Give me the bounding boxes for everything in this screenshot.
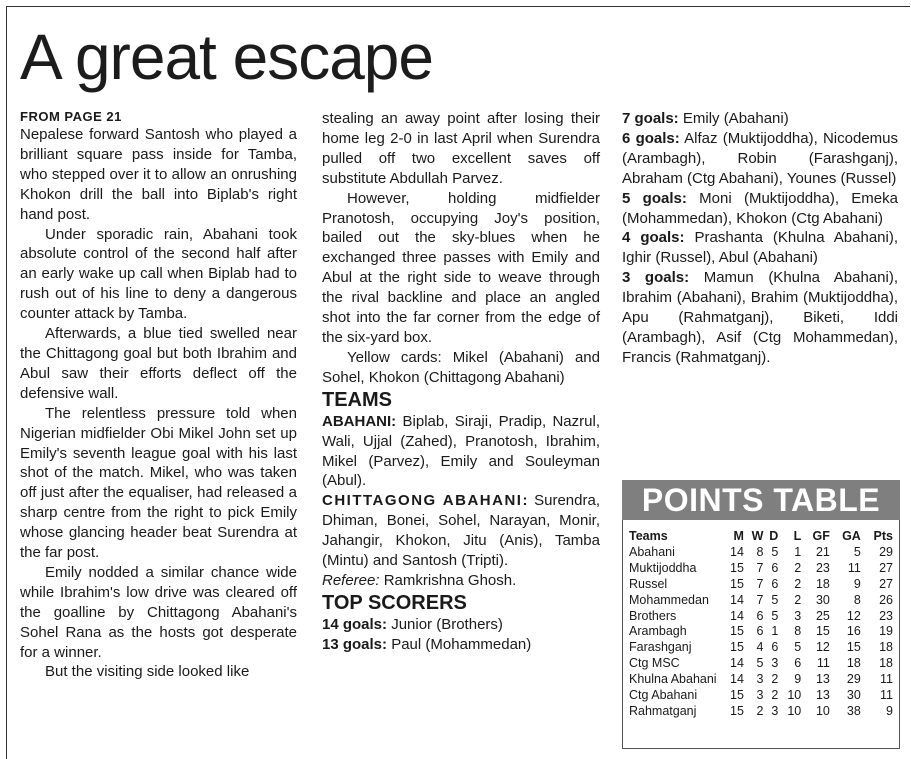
- stat-cell: 2: [794, 592, 802, 607]
- stat-cell: 8: [853, 592, 861, 607]
- table-row: [629, 609, 893, 625]
- stat-cell: 5: [771, 608, 779, 623]
- column-header: W: [751, 529, 764, 543]
- team-name-cell: Khulna Abahani: [629, 672, 717, 687]
- stat-cell: 3: [771, 703, 779, 718]
- stat-cell: 10: [787, 688, 802, 703]
- table-row: [629, 593, 893, 609]
- abahani-lineup: [322, 412, 600, 492]
- stat-cell: 15: [730, 576, 744, 591]
- stat-cell: 14: [730, 656, 744, 671]
- stat-cell: 30: [846, 688, 861, 703]
- stat-cell: 3: [794, 608, 802, 623]
- stat-cell: 8: [756, 544, 764, 559]
- stat-cell: 5: [853, 544, 861, 559]
- stat-cell: 5: [794, 640, 802, 655]
- table-row: [629, 704, 893, 720]
- stat-cell: 2: [771, 688, 779, 703]
- stat-cell: 11: [880, 688, 893, 703]
- scorer-names: Alfaz (Muktijoddha), Nicodemus (Arambagh), Robin (Farashganj), Abraham (Ctg Abahani), Younes (Russel): [622, 129, 899, 187]
- points-table: [629, 529, 893, 720]
- table-row: [629, 577, 893, 593]
- stat-cell: 7: [756, 576, 764, 591]
- scorer-entry: [622, 129, 898, 189]
- stat-cell: 6: [771, 560, 779, 575]
- scorer-names: Paul (Mohammedan): [387, 635, 532, 653]
- stat-cell: 27: [879, 576, 893, 591]
- scorer-entry: [322, 635, 600, 655]
- stat-cell: 10: [815, 703, 830, 718]
- stat-cell: 18: [879, 656, 893, 671]
- stat-cell: 30: [815, 592, 830, 607]
- stat-cell: 15: [730, 688, 744, 703]
- stat-cell: 14: [730, 672, 744, 687]
- stat-cell: 12: [815, 640, 830, 655]
- stat-cell: 1: [771, 624, 779, 639]
- stat-cell: 15: [730, 703, 744, 718]
- stat-cell: 9: [794, 672, 802, 687]
- stat-cell: 9: [853, 576, 861, 591]
- scorer-entry: [322, 615, 600, 635]
- stat-cell: 2: [794, 576, 802, 591]
- scorer-names: Junior (Brothers): [387, 615, 503, 633]
- scorer-names: Moni (Muktijoddha), Emeka (Mohammedan), Khokon (Ctg Abahani): [622, 189, 898, 227]
- scorer-goals-label: 4 goals:: [622, 229, 685, 247]
- paragraph: Under sporadic rain, Abahani took absolute control of the second half after an early wake up call when Biplab had to rush out of his line to deny a dangerous counter attack by Tamba.: [20, 225, 297, 323]
- column-header: Teams: [629, 529, 668, 543]
- paragraph: But the visiting side looked like: [45, 663, 250, 681]
- stat-cell: 18: [879, 640, 893, 655]
- stat-cell: 10: [787, 703, 802, 718]
- stat-cell: 19: [879, 624, 893, 639]
- column-header: Pts: [873, 529, 893, 543]
- top-scorers-heading: TOP SCORERS: [322, 591, 467, 614]
- referee-label: Referee:: [322, 571, 380, 589]
- stat-cell: 15: [730, 640, 744, 655]
- stat-cell: 13: [815, 688, 830, 703]
- stat-cell: 15: [846, 640, 861, 655]
- table-row: [629, 624, 893, 640]
- stat-cell: 15: [730, 560, 744, 575]
- stat-cell: 26: [879, 592, 893, 607]
- stat-cell: 6: [756, 624, 764, 639]
- team-name-cell: Abahani: [629, 544, 675, 559]
- stat-cell: 38: [846, 703, 861, 718]
- stat-cell: 11: [847, 560, 861, 575]
- stat-cell: 2: [771, 672, 779, 687]
- ctg-lineup: [322, 491, 600, 571]
- stat-cell: 3: [756, 688, 764, 703]
- paragraph: stealing an away point after losing their home leg 2-0 in last April when Surendra pulled off two excellent saves off substitute Abdullah Parvez.: [322, 110, 600, 187]
- stat-cell: 3: [756, 672, 764, 687]
- stat-cell: 1: [794, 544, 802, 559]
- stat-cell: 29: [879, 544, 893, 559]
- stat-cell: 18: [846, 656, 861, 671]
- stat-cell: 7: [756, 560, 764, 575]
- paragraph: However, holding midfielder Pranotosh, occupying Joy's position, bailed out the sky-blues when he exchanged three passes with Emily and Abul at the right side to weave through the rival backline and place an angled shot into the far corner from the edge of the six-yard box.: [322, 189, 600, 346]
- stat-cell: 7: [756, 592, 764, 607]
- table-row: [629, 672, 893, 688]
- scorer-goals-label: 6 goals:: [622, 129, 680, 147]
- scorer-entry: [622, 109, 898, 129]
- scorer-entry: [622, 228, 898, 268]
- ctg-players: Surendra, Dhiman, Bonei, Sohel, Narayan, Monir, Jahangir, Khokon, Jitu (Anis), Tamba (Mintu) and Santosh (Tripti).: [322, 492, 600, 570]
- headline: A great escape: [20, 21, 433, 93]
- article-column-3: [622, 109, 898, 368]
- team-name-cell: Ctg Abahani: [629, 688, 698, 703]
- scorer-names: Emily (Abahani): [678, 110, 789, 127]
- stat-cell: 4: [756, 640, 764, 655]
- stat-cell: 5: [771, 544, 779, 559]
- team-name-cell: Muktijoddha: [629, 560, 697, 575]
- scorer-goals-label: 14 goals:: [322, 615, 388, 633]
- paragraph: Afterwards, a blue tied swelled near the Chittagong goal but both Ibrahim and Abul saw their efforts deflect off the defensive wall.: [20, 325, 297, 402]
- paragraph: Nepalese forward Santosh who played a brilliant square pass inside for Tamba, who stepped over it to allow an onrushing Khokon drill the ball into Biplab's right hand post.: [20, 126, 297, 223]
- paragraph: The relentless pressure told when Nigerian midfielder Obi Mikel John set up Emily's seventh league goal with his last shot of the match. Mikel, who was taken off just after the equaliser, had released a sharp centre from the right to pick Emily whose glancing header beat Surendra at the far post.: [20, 404, 297, 562]
- stat-cell: 15: [815, 624, 830, 639]
- abahani-players: Biplab, Siraji, Pradip, Nazrul, Wali, Ujjal (Zahed), Pranotosh, Ibrahim, Mikel (Parvez), Emily and Souleyman (Abul).: [322, 412, 600, 490]
- column-header: L: [793, 529, 802, 543]
- referee-line: [322, 571, 600, 591]
- scorer-goals-label: 5 goals:: [622, 189, 687, 207]
- paragraph: Emily nodded a similar chance wide while Ibrahim's low drive was cleared off the goalline by Chittagong Abahani's Sohel Rana as the hosts got desperate for a winner.: [20, 563, 297, 661]
- stat-cell: 13: [815, 672, 830, 687]
- team-name-cell: Ctg MSC: [629, 656, 680, 671]
- table-row: [629, 688, 893, 704]
- stat-cell: 14: [730, 544, 744, 559]
- stat-cell: 9: [886, 703, 893, 718]
- team-name-cell: Mohammedan: [629, 592, 709, 607]
- stat-cell: 3: [771, 656, 779, 671]
- column-header: GA: [842, 529, 861, 543]
- stat-cell: 5: [771, 592, 779, 607]
- stat-cell: 23: [815, 560, 830, 575]
- abahani-label: ABAHANI:: [322, 412, 397, 430]
- table-row: [629, 656, 893, 672]
- referee-name: Ramkrishna Ghosh.: [379, 571, 517, 589]
- column-header: M: [733, 529, 744, 543]
- table-row: [629, 561, 893, 577]
- stat-cell: 2: [756, 703, 764, 718]
- points-table-header-row: [629, 529, 893, 545]
- stat-cell: 23: [879, 608, 893, 623]
- stat-cell: 18: [815, 576, 830, 591]
- scorer-goals-label: 3 goals:: [622, 269, 690, 287]
- stat-cell: 14: [730, 608, 744, 623]
- team-name-cell: Arambagh: [629, 624, 687, 639]
- column-header: D: [769, 529, 779, 543]
- stat-cell: 6: [771, 576, 779, 591]
- stat-cell: 29: [846, 672, 861, 687]
- points-table-title: POINTS TABLE: [622, 480, 900, 520]
- stat-cell: 11: [816, 656, 830, 671]
- stat-cell: 14: [730, 592, 744, 607]
- scorer-goals-label: 7 goals:: [622, 110, 679, 127]
- scorer-goals-label: 13 goals:: [322, 635, 388, 653]
- scorer-entry: [622, 268, 898, 368]
- continued-from-label: FROM PAGE 21: [20, 109, 122, 124]
- yellow-cards-paragraph: Yellow cards: Mikel (Abahani) and Sohel, Khokon (Chittagong Abahani): [322, 348, 600, 386]
- table-row: [629, 545, 893, 561]
- stat-cell: 25: [815, 608, 830, 623]
- team-name-cell: Russel: [629, 576, 668, 591]
- ctg-label: CHITTAGONG ABAHANI:: [322, 492, 529, 510]
- article-column-1: [20, 109, 297, 682]
- team-name-cell: Rahmatganj: [629, 703, 697, 718]
- article-column-2: [322, 109, 600, 655]
- scorer-names: Prashanta (Khulna Abahani), Ighir (Russel), Abul (Abahani): [622, 229, 899, 267]
- stat-cell: 15: [730, 624, 744, 639]
- teams-heading: TEAMS: [322, 388, 392, 411]
- stat-cell: 12: [846, 608, 861, 623]
- stat-cell: 6: [771, 640, 779, 655]
- stat-cell: 11: [880, 672, 893, 687]
- stat-cell: 5: [756, 656, 764, 671]
- stat-cell: 16: [846, 624, 861, 639]
- scorer-names: Mamun (Khulna Abahani), Ibrahim (Abahani), Brahim (Muktijoddha), Apu (Rahmatganj), Biketi, Iddi (Arambagh), Asif (Ctg Mohammedan), Francis (Rahmatganj).: [622, 269, 898, 366]
- table-row: [629, 640, 893, 656]
- stat-cell: 8: [794, 624, 802, 639]
- team-name-cell: Farashganj: [629, 640, 692, 655]
- stat-cell: 6: [794, 656, 802, 671]
- team-name-cell: Brothers: [629, 608, 677, 623]
- stat-cell: 2: [794, 560, 802, 575]
- column-header: GF: [812, 529, 830, 543]
- points-table-body: [629, 545, 893, 720]
- stat-cell: 27: [879, 560, 893, 575]
- stat-cell: 21: [815, 544, 830, 559]
- stat-cell: 6: [756, 608, 764, 623]
- scorer-entry: [622, 189, 898, 229]
